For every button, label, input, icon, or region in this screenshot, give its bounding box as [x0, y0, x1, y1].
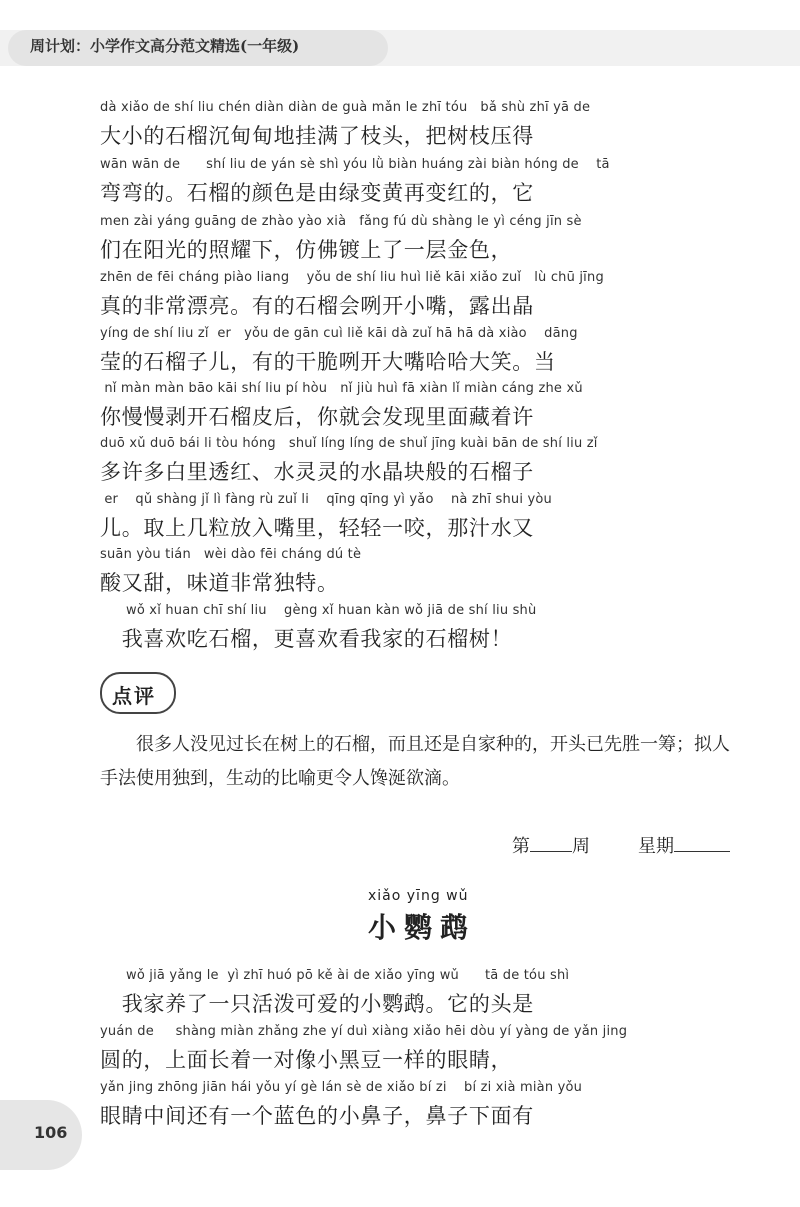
hanzi-line: 你慢慢剥开石榴皮后，你就会发现里面藏着许: [100, 405, 534, 429]
hanzi-line: 酸又甜，味道非常独特。: [100, 571, 339, 595]
pinyin-line: yíng de shí liu zǐ er yǒu de gān cuì liě kāi dà zuǐ hā hā dà xiào dāng: [100, 326, 578, 341]
essay-title: 小鹦鹉: [368, 911, 477, 944]
review-text: 很多人没见过长在树上的石榴，而且还是自家种的，开头已先胜一筹；拟人手法使用独到，生动的比喻更令人馋涎欲滴。: [100, 734, 730, 789]
hanzi-line: 圆的，上面长着一对像小黑豆一样的眼睛，: [100, 1048, 513, 1072]
hanzi-line: 弯弯的。石榴的颜色是由绿变黄再变红的，它: [100, 181, 534, 205]
weekday-blank: [674, 835, 730, 852]
review-label: 点评: [112, 684, 156, 708]
pinyin-line: duō xǔ duō bái li tòu hóng shuǐ líng líng de shuǐ jīng kuài bān de shí liu zǐ: [100, 436, 598, 451]
hanzi-line: 多许多白里透红、水灵灵的水晶块般的石榴子: [100, 460, 534, 484]
pinyin-line: yuán de shàng miàn zhǎng zhe yí duì xiàng xiǎo hēi dòu yí yàng de yǎn jing: [100, 1024, 628, 1039]
pinyin-line: er qǔ shàng jǐ lì fàng rù zuǐ li qīng qīng yì yǎo nà zhī shui yòu: [100, 492, 552, 507]
pinyin-line: nǐ màn màn bāo kāi shí liu pí hòu nǐ jiù huì fā xiàn lǐ miàn cáng zhe xǔ: [100, 381, 583, 396]
pinyin-line: suān yòu tián wèi dào fēi cháng dú tè: [100, 547, 362, 562]
week-di: 第: [512, 836, 530, 857]
hanzi-line: 真的非常漂亮。有的石榴会咧开小嘴，露出晶: [100, 294, 534, 318]
hanzi-line: 儿。取上几粒放入嘴里，轻轻一咬，那汁水又: [100, 516, 534, 540]
hanzi-line: 们在阳光的照耀下，仿佛镀上了一层金色，: [100, 238, 513, 262]
week-day-line: [512, 832, 730, 858]
week-blank: [530, 835, 572, 852]
hanzi-line: 我家养了一只活泼可爱的小鹦鹉。它的头是: [100, 992, 534, 1016]
hanzi-line: 我喜欢吃石榴，更喜欢看我家的石榴树！: [100, 627, 513, 651]
review-label-box: [100, 672, 176, 714]
book-title: 周计划：小学作文高分范文精选(一年级): [30, 37, 300, 55]
pinyin-line: wān wān de shí liu de yán sè shì yóu lǜ biàn huáng zài biàn hóng de tā: [100, 157, 610, 172]
hanzi-line: 眼睛中间还有一个蓝色的小鼻子，鼻子下面有: [100, 1104, 534, 1128]
pinyin-line: zhēn de fēi cháng piào liang yǒu de shí liu huì liě kāi xiǎo zuǐ lù chū jīng: [100, 270, 604, 285]
hanzi-line: 大小的石榴沉甸甸地挂满了枝头，把树枝压得: [100, 124, 534, 148]
title-pinyin: xiǎo yīng wǔ: [368, 888, 469, 904]
page-number: 106: [34, 1123, 68, 1142]
week-zhou: 周: [572, 836, 590, 857]
pinyin-line: dà xiǎo de shí liu chén diàn diàn de guà mǎn le zhī tóu bǎ shù zhī yā de: [100, 100, 591, 115]
pinyin-line: men zài yáng guāng de zhào yào xià fǎng fú dù shàng le yì céng jīn sè: [100, 214, 582, 229]
weekday-label: 星期: [638, 836, 674, 857]
pinyin-line: yǎn jing zhōng jiān hái yǒu yí gè lán sè de xiǎo bí zi bí zi xià miàn yǒu: [100, 1080, 583, 1095]
pinyin-line: wǒ xǐ huan chī shí liu gèng xǐ huan kàn wǒ jiā de shí liu shù: [100, 603, 537, 618]
pinyin-line: wǒ jiā yǎng le yì zhī huó pō kě ài de xiǎo yīng wǔ tā de tóu shì: [100, 968, 570, 983]
hanzi-line: 莹的石榴子儿，有的干脆咧开大嘴哈哈大笑。当: [100, 350, 556, 374]
running-header-band: [0, 30, 800, 66]
